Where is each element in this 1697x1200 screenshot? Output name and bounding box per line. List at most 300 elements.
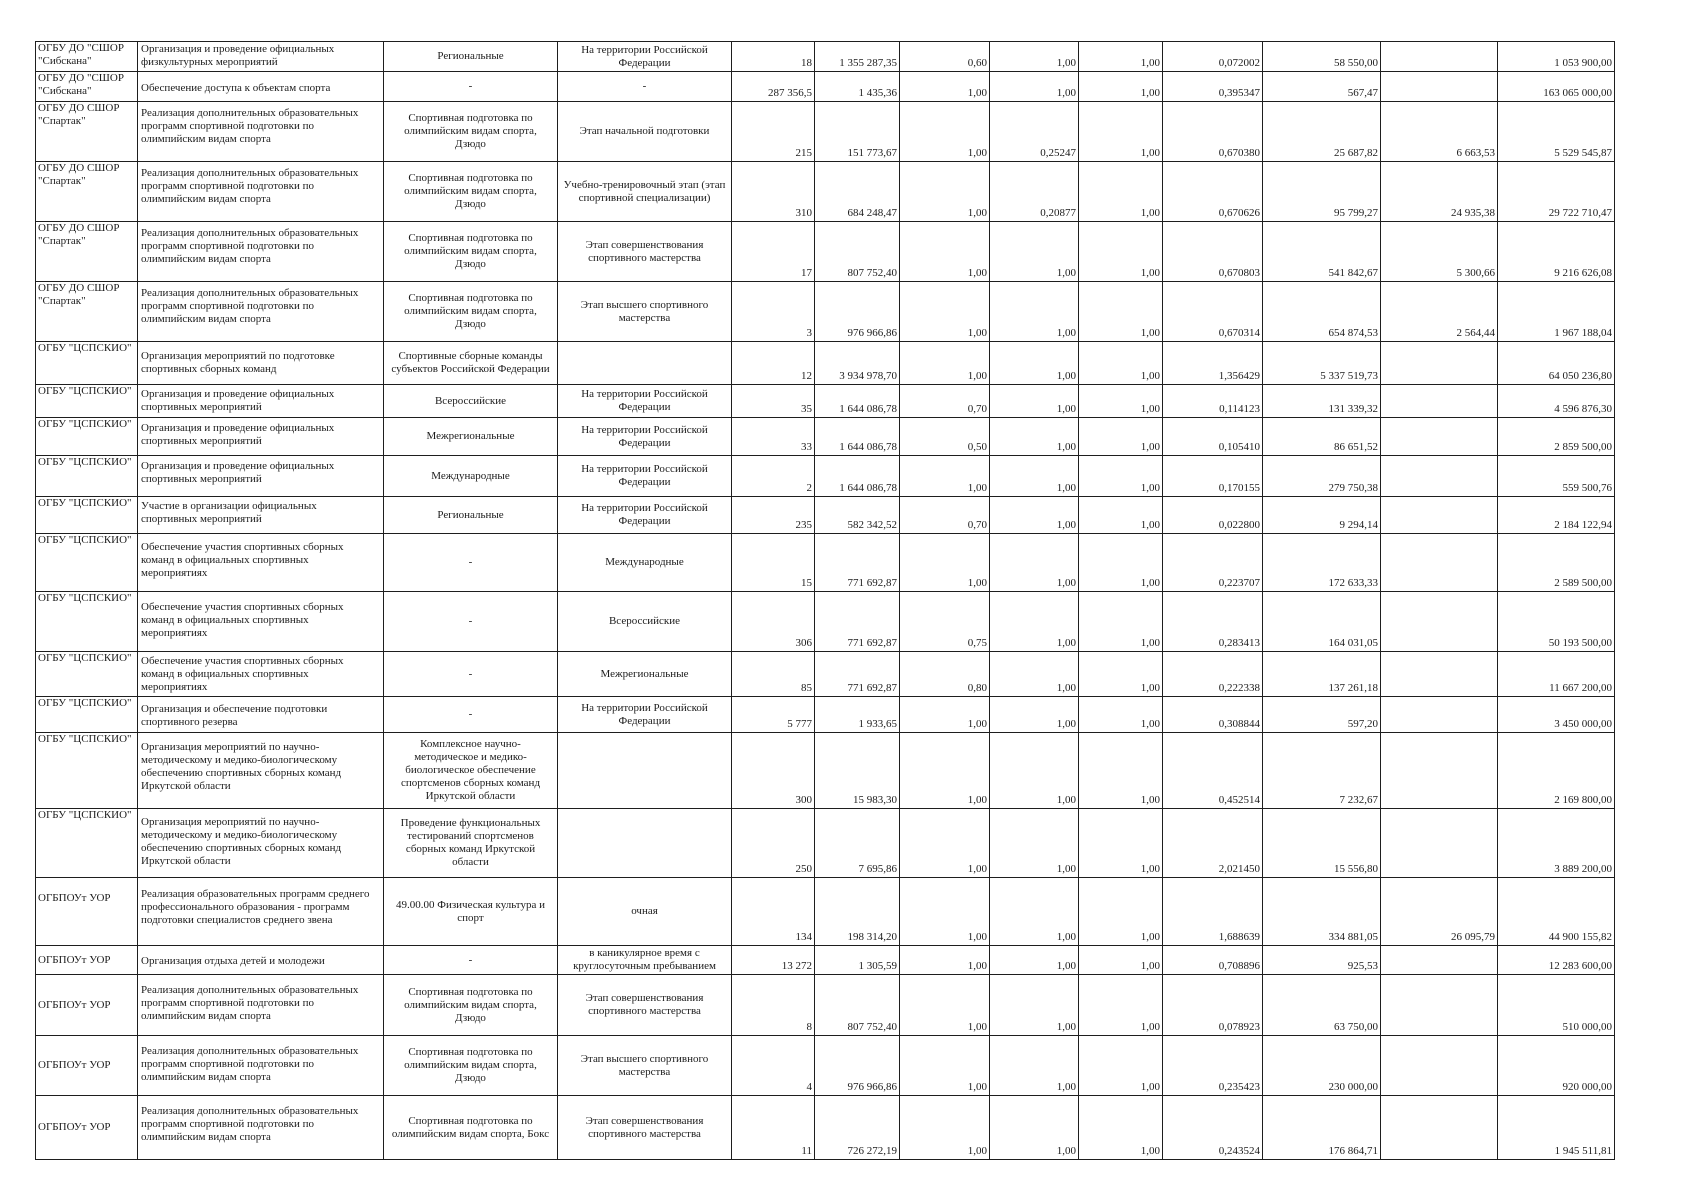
cell-unit-cost: 771 692,87: [815, 592, 900, 652]
cell-unit-cost: 1 305,59: [815, 946, 900, 975]
cell-condition: -: [558, 72, 732, 102]
cell-coefficient-4: 0,170155: [1163, 456, 1263, 497]
table-row: [36, 497, 1615, 534]
cell-amount: 58 550,00: [1263, 42, 1381, 72]
cell-service: Реализация образовательных программ среднего профессионального образования - программ подготовки специалистов среднего звена: [138, 878, 384, 946]
cell-unit-cost: 7 695,86: [815, 809, 900, 878]
cell-extra-amount: 6 663,53: [1381, 102, 1498, 162]
cell-coefficient-2: 1,00: [990, 809, 1079, 878]
cell-category: Спортивные сборные команды субъектов Российской Федерации: [384, 342, 558, 385]
cell-coefficient-2: 1,00: [990, 697, 1079, 733]
table-row: [36, 592, 1615, 652]
cell-extra-amount: [1381, 1096, 1498, 1160]
cell-coefficient-1: 1,00: [900, 975, 990, 1036]
cell-service: Организация и проведение официальных спортивных мероприятий: [138, 385, 384, 418]
cell-coefficient-2: 0,20877: [990, 162, 1079, 222]
cell-count: 12: [732, 342, 815, 385]
cell-coefficient-1: 0,70: [900, 497, 990, 534]
cell-total: 44 900 155,82: [1498, 878, 1615, 946]
cell-condition: очная: [558, 878, 732, 946]
cell-organization: ОГБУ "ЦСПСКИО": [36, 418, 138, 456]
cell-coefficient-2: 1,00: [990, 652, 1079, 697]
cell-unit-cost: 807 752,40: [815, 975, 900, 1036]
cell-organization: ОГБУ ДО "СШОР "Сибскана": [36, 42, 138, 72]
cell-total: 50 193 500,00: [1498, 592, 1615, 652]
cell-unit-cost: 582 342,52: [815, 497, 900, 534]
cell-condition: [558, 342, 732, 385]
cell-coefficient-3: 1,00: [1079, 592, 1163, 652]
cell-condition: На территории Российской Федерации: [558, 418, 732, 456]
cell-total: 2 859 500,00: [1498, 418, 1615, 456]
cell-amount: 541 842,67: [1263, 222, 1381, 282]
cell-category: -: [384, 697, 558, 733]
cell-service: Обеспечение доступа к объектам спорта: [138, 72, 384, 102]
cell-amount: 279 750,38: [1263, 456, 1381, 497]
cell-extra-amount: [1381, 652, 1498, 697]
cell-amount: 172 633,33: [1263, 534, 1381, 592]
cell-coefficient-2: 1,00: [990, 1036, 1079, 1096]
cell-condition: Этап высшего спортивного мастерства: [558, 1036, 732, 1096]
cell-extra-amount: [1381, 946, 1498, 975]
cell-coefficient-2: 1,00: [990, 534, 1079, 592]
cell-count: 215: [732, 102, 815, 162]
cell-unit-cost: 1 644 086,78: [815, 418, 900, 456]
cell-unit-cost: 1 644 086,78: [815, 385, 900, 418]
cell-unit-cost: 1 933,65: [815, 697, 900, 733]
table-row: [36, 534, 1615, 592]
cell-unit-cost: 1 355 287,35: [815, 42, 900, 72]
cell-amount: 9 294,14: [1263, 497, 1381, 534]
cell-extra-amount: [1381, 1036, 1498, 1096]
cell-coefficient-1: 1,00: [900, 456, 990, 497]
cell-coefficient-4: 0,235423: [1163, 1036, 1263, 1096]
cell-extra-amount: [1381, 456, 1498, 497]
cell-extra-amount: [1381, 42, 1498, 72]
cell-amount: 25 687,82: [1263, 102, 1381, 162]
cell-service: Организация и проведение официальных спортивных мероприятий: [138, 456, 384, 497]
cell-category: Международные: [384, 456, 558, 497]
cell-organization: ОГБУ "ЦСПСКИО": [36, 733, 138, 809]
cell-coefficient-1: 1,00: [900, 809, 990, 878]
cell-coefficient-3: 1,00: [1079, 652, 1163, 697]
cell-coefficient-3: 1,00: [1079, 385, 1163, 418]
table-row: [36, 1036, 1615, 1096]
cell-organization: ОГБУ "ЦСПСКИО": [36, 497, 138, 534]
cell-category: -: [384, 534, 558, 592]
cell-service: Участие в организации официальных спортивных мероприятий: [138, 497, 384, 534]
cell-amount: 925,53: [1263, 946, 1381, 975]
cell-amount: 95 799,27: [1263, 162, 1381, 222]
cell-coefficient-3: 1,00: [1079, 534, 1163, 592]
cell-condition: Этап совершенствования спортивного мастерства: [558, 1096, 732, 1160]
cell-coefficient-4: 0,114123: [1163, 385, 1263, 418]
cell-coefficient-2: 1,00: [990, 1096, 1079, 1160]
cell-organization: ОГБУ "ЦСПСКИО": [36, 534, 138, 592]
cell-service: Реализация дополнительных образовательных программ спортивной подготовки по олимпийским видам спорта: [138, 282, 384, 342]
cell-coefficient-1: 0,75: [900, 592, 990, 652]
cell-organization: ОГБУ ДО СШОР "Спартак": [36, 222, 138, 282]
cell-coefficient-3: 1,00: [1079, 497, 1163, 534]
cell-organization: ОГБПОУт УОР: [36, 1096, 138, 1160]
cell-condition: На территории Российской Федерации: [558, 697, 732, 733]
cell-coefficient-1: 1,00: [900, 282, 990, 342]
cell-total: 11 667 200,00: [1498, 652, 1615, 697]
cell-amount: 131 339,32: [1263, 385, 1381, 418]
cell-service: Организация и проведение официальных физкультурных мероприятий: [138, 42, 384, 72]
cell-organization: ОГБУ "ЦСПСКИО": [36, 592, 138, 652]
cell-coefficient-4: 0,105410: [1163, 418, 1263, 456]
cell-unit-cost: 1 435,36: [815, 72, 900, 102]
cell-extra-amount: 24 935,38: [1381, 162, 1498, 222]
cell-coefficient-4: 0,022800: [1163, 497, 1263, 534]
cell-count: 35: [732, 385, 815, 418]
cell-category: Спортивная подготовка по олимпийским видам спорта, Дзюдо: [384, 1036, 558, 1096]
cell-coefficient-1: 0,60: [900, 42, 990, 72]
cell-service: Организация и обеспечение подготовки спортивного резерва: [138, 697, 384, 733]
cell-extra-amount: 5 300,66: [1381, 222, 1498, 282]
cell-service: Реализация дополнительных образовательных программ спортивной подготовки по олимпийским видам спорта: [138, 1096, 384, 1160]
cell-count: 306: [732, 592, 815, 652]
cell-service: Организация мероприятий по научно- методическому и медико-биологическому обеспечению спортивных сборных команд Иркутской области: [138, 809, 384, 878]
cell-coefficient-1: 1,00: [900, 733, 990, 809]
cell-coefficient-3: 1,00: [1079, 697, 1163, 733]
table-row: [36, 946, 1615, 975]
table-row: [36, 975, 1615, 1036]
cell-coefficient-3: 1,00: [1079, 282, 1163, 342]
cell-category: Спортивная подготовка по олимпийским видам спорта, Дзюдо: [384, 162, 558, 222]
cell-coefficient-2: 1,00: [990, 418, 1079, 456]
cell-condition: Учебно-тренировочный этап (этап спортивной специализации): [558, 162, 732, 222]
table-row: [36, 418, 1615, 456]
cell-coefficient-4: 0,452514: [1163, 733, 1263, 809]
cell-coefficient-4: 0,670380: [1163, 102, 1263, 162]
cell-service: Организация отдыха детей и молодежи: [138, 946, 384, 975]
cell-count: 15: [732, 534, 815, 592]
cell-coefficient-4: 0,308844: [1163, 697, 1263, 733]
table-row: [36, 282, 1615, 342]
cell-extra-amount: [1381, 697, 1498, 733]
cell-unit-cost: 151 773,67: [815, 102, 900, 162]
cell-count: 235: [732, 497, 815, 534]
cell-coefficient-4: 0,670314: [1163, 282, 1263, 342]
cell-coefficient-1: 0,50: [900, 418, 990, 456]
cell-organization: ОГБУ ДО "СШОР "Сибскана": [36, 72, 138, 102]
cell-coefficient-1: 1,00: [900, 1036, 990, 1096]
cell-organization: ОГБУ "ЦСПСКИО": [36, 456, 138, 497]
cell-extra-amount: [1381, 809, 1498, 878]
cell-coefficient-2: 1,00: [990, 946, 1079, 975]
cell-count: 250: [732, 809, 815, 878]
cell-unit-cost: 976 966,86: [815, 282, 900, 342]
cell-coefficient-1: 1,00: [900, 342, 990, 385]
cell-category: Проведение функциональных тестирований спортсменов сборных команд Иркутской области: [384, 809, 558, 878]
cell-total: 510 000,00: [1498, 975, 1615, 1036]
cell-coefficient-4: 0,078923: [1163, 975, 1263, 1036]
cell-coefficient-2: 1,00: [990, 72, 1079, 102]
cell-coefficient-3: 1,00: [1079, 102, 1163, 162]
cell-category: Всероссийские: [384, 385, 558, 418]
cell-condition: Этап совершенствования спортивного мастерства: [558, 222, 732, 282]
cell-coefficient-2: 1,00: [990, 975, 1079, 1036]
cell-extra-amount: [1381, 733, 1498, 809]
cell-count: 3: [732, 282, 815, 342]
cell-extra-amount: [1381, 385, 1498, 418]
cell-unit-cost: 771 692,87: [815, 652, 900, 697]
cell-amount: 230 000,00: [1263, 1036, 1381, 1096]
cell-condition: Международные: [558, 534, 732, 592]
cell-coefficient-1: 1,00: [900, 534, 990, 592]
cell-coefficient-4: 2,021450: [1163, 809, 1263, 878]
cell-count: 13 272: [732, 946, 815, 975]
cell-coefficient-3: 1,00: [1079, 456, 1163, 497]
cell-extra-amount: [1381, 592, 1498, 652]
cell-category: Региональные: [384, 497, 558, 534]
table-body: [36, 42, 1615, 1160]
cell-category: -: [384, 652, 558, 697]
cell-organization: ОГБПОУт УОР: [36, 1036, 138, 1096]
table-row: [36, 456, 1615, 497]
cell-extra-amount: [1381, 418, 1498, 456]
cell-category: Межрегиональные: [384, 418, 558, 456]
cell-service: Реализация дополнительных образовательных программ спортивной подготовки по олимпийским видам спорта: [138, 222, 384, 282]
cell-unit-cost: 726 272,19: [815, 1096, 900, 1160]
cell-amount: 164 031,05: [1263, 592, 1381, 652]
cell-coefficient-2: 1,00: [990, 42, 1079, 72]
table-row: [36, 1096, 1615, 1160]
cell-coefficient-3: 1,00: [1079, 162, 1163, 222]
cell-coefficient-4: 0,223707: [1163, 534, 1263, 592]
cell-category: Спортивная подготовка по олимпийским видам спорта, Дзюдо: [384, 975, 558, 1036]
cell-coefficient-2: 1,00: [990, 733, 1079, 809]
cell-total: 4 596 876,30: [1498, 385, 1615, 418]
cell-coefficient-3: 1,00: [1079, 1036, 1163, 1096]
cell-total: 2 589 500,00: [1498, 534, 1615, 592]
cell-coefficient-4: 1,356429: [1163, 342, 1263, 385]
cell-organization: ОГБПОУт УОР: [36, 878, 138, 946]
cell-coefficient-2: 1,00: [990, 456, 1079, 497]
cell-unit-cost: 684 248,47: [815, 162, 900, 222]
table-row: [36, 72, 1615, 102]
cell-count: 18: [732, 42, 815, 72]
cell-condition: [558, 809, 732, 878]
cell-total: 64 050 236,80: [1498, 342, 1615, 385]
cell-coefficient-4: 0,243524: [1163, 1096, 1263, 1160]
cell-coefficient-4: 0,072002: [1163, 42, 1263, 72]
table-row: [36, 652, 1615, 697]
cell-coefficient-4: 0,670803: [1163, 222, 1263, 282]
cell-count: 5 777: [732, 697, 815, 733]
cell-count: 4: [732, 1036, 815, 1096]
cell-total: 3 889 200,00: [1498, 809, 1615, 878]
cell-condition: На территории Российской Федерации: [558, 385, 732, 418]
cell-condition: На территории Российской Федерации: [558, 497, 732, 534]
cell-coefficient-2: 1,00: [990, 222, 1079, 282]
cell-organization: ОГБУ "ЦСПСКИО": [36, 809, 138, 878]
table-row: [36, 733, 1615, 809]
table-row: [36, 809, 1615, 878]
cell-coefficient-4: 0,708896: [1163, 946, 1263, 975]
cell-coefficient-4: 0,670626: [1163, 162, 1263, 222]
cell-extra-amount: 26 095,79: [1381, 878, 1498, 946]
table-row: [36, 102, 1615, 162]
cell-condition: На территории Российской Федерации: [558, 456, 732, 497]
cell-extra-amount: [1381, 72, 1498, 102]
cell-coefficient-1: 1,00: [900, 102, 990, 162]
cell-category: Региональные: [384, 42, 558, 72]
cell-total: 12 283 600,00: [1498, 946, 1615, 975]
cell-category: Спортивная подготовка по олимпийским видам спорта, Дзюдо: [384, 222, 558, 282]
cell-category: Спортивная подготовка по олимпийским видам спорта, Бокс: [384, 1096, 558, 1160]
cell-coefficient-1: 0,70: [900, 385, 990, 418]
cell-coefficient-4: 0,283413: [1163, 592, 1263, 652]
cell-service: Реализация дополнительных образовательных программ спортивной подготовки по олимпийским видам спорта: [138, 162, 384, 222]
cell-coefficient-3: 1,00: [1079, 733, 1163, 809]
cell-coefficient-1: 1,00: [900, 878, 990, 946]
cell-unit-cost: 3 934 978,70: [815, 342, 900, 385]
cell-service: Организация мероприятий по научно- методическому и медико-биологическому обеспечению спортивных сборных команд Иркутской области: [138, 733, 384, 809]
cell-condition: Всероссийские: [558, 592, 732, 652]
cell-organization: ОГБУ ДО СШОР "Спартак": [36, 162, 138, 222]
cell-category: Спортивная подготовка по олимпийским видам спорта, Дзюдо: [384, 102, 558, 162]
cell-organization: ОГБУ "ЦСПСКИО": [36, 652, 138, 697]
cell-organization: ОГБПОУт УОР: [36, 946, 138, 975]
cell-count: 287 356,5: [732, 72, 815, 102]
cell-organization: ОГБУ ДО СШОР "Спартак": [36, 282, 138, 342]
cell-total: 5 529 545,87: [1498, 102, 1615, 162]
table-row: [36, 385, 1615, 418]
cell-amount: 15 556,80: [1263, 809, 1381, 878]
cell-coefficient-2: 1,00: [990, 592, 1079, 652]
cell-extra-amount: 2 564,44: [1381, 282, 1498, 342]
cell-total: 1 945 511,81: [1498, 1096, 1615, 1160]
cell-category: -: [384, 592, 558, 652]
cell-condition: Этап совершенствования спортивного мастерства: [558, 975, 732, 1036]
cell-amount: 176 864,71: [1263, 1096, 1381, 1160]
cell-coefficient-2: 1,00: [990, 342, 1079, 385]
cell-organization: ОГБУ "ЦСПСКИО": [36, 342, 138, 385]
cell-service: Организация мероприятий по подготовке спортивных сборных команд: [138, 342, 384, 385]
cell-amount: 63 750,00: [1263, 975, 1381, 1036]
cell-total: 2 184 122,94: [1498, 497, 1615, 534]
cell-extra-amount: [1381, 975, 1498, 1036]
cell-coefficient-3: 1,00: [1079, 878, 1163, 946]
cell-amount: 86 651,52: [1263, 418, 1381, 456]
cell-unit-cost: 976 966,86: [815, 1036, 900, 1096]
cell-service: Обеспечение участия спортивных сборных команд в официальных спортивных мероприятиях: [138, 534, 384, 592]
cell-coefficient-1: 1,00: [900, 946, 990, 975]
cell-condition: На территории Российской Федерации: [558, 42, 732, 72]
table-row: [36, 342, 1615, 385]
cell-amount: 137 261,18: [1263, 652, 1381, 697]
cell-coefficient-2: 1,00: [990, 497, 1079, 534]
cell-amount: 5 337 519,73: [1263, 342, 1381, 385]
cell-count: 2: [732, 456, 815, 497]
cell-count: 11: [732, 1096, 815, 1160]
table-row: [36, 697, 1615, 733]
cell-count: 300: [732, 733, 815, 809]
cell-total: 29 722 710,47: [1498, 162, 1615, 222]
cell-amount: 567,47: [1263, 72, 1381, 102]
cell-coefficient-1: 1,00: [900, 697, 990, 733]
cell-coefficient-1: 1,00: [900, 1096, 990, 1160]
cell-coefficient-1: 1,00: [900, 222, 990, 282]
table-row: [36, 162, 1615, 222]
cell-service: Реализация дополнительных образовательных программ спортивной подготовки по олимпийским видам спорта: [138, 1036, 384, 1096]
cell-total: 3 450 000,00: [1498, 697, 1615, 733]
cell-unit-cost: 807 752,40: [815, 222, 900, 282]
cell-organization: ОГБУ "ЦСПСКИО": [36, 697, 138, 733]
cell-organization: ОГБУ "ЦСПСКИО": [36, 385, 138, 418]
cell-total: 559 500,76: [1498, 456, 1615, 497]
cell-condition: [558, 733, 732, 809]
cell-count: 8: [732, 975, 815, 1036]
cell-coefficient-3: 1,00: [1079, 975, 1163, 1036]
table-row: [36, 878, 1615, 946]
document-table: [35, 41, 1615, 1160]
cell-condition: Этап начальной подготовки: [558, 102, 732, 162]
cell-category: 49.00.00 Физическая культура и спорт: [384, 878, 558, 946]
cell-coefficient-1: 1,00: [900, 162, 990, 222]
cell-coefficient-1: 1,00: [900, 72, 990, 102]
cell-coefficient-3: 1,00: [1079, 418, 1163, 456]
cell-total: 1 053 900,00: [1498, 42, 1615, 72]
cell-amount: 7 232,67: [1263, 733, 1381, 809]
cell-extra-amount: [1381, 497, 1498, 534]
cell-category: Комплексное научно- методическое и медико- биологическое обеспечение спортсменов сборных команд Иркутской области: [384, 733, 558, 809]
cell-coefficient-4: 0,222338: [1163, 652, 1263, 697]
cell-category: -: [384, 946, 558, 975]
cell-coefficient-4: 0,395347: [1163, 72, 1263, 102]
cell-count: 310: [732, 162, 815, 222]
cell-extra-amount: [1381, 342, 1498, 385]
cell-total: 163 065 000,00: [1498, 72, 1615, 102]
cell-coefficient-3: 1,00: [1079, 342, 1163, 385]
cell-category: -: [384, 72, 558, 102]
cell-coefficient-3: 1,00: [1079, 946, 1163, 975]
cell-count: 85: [732, 652, 815, 697]
cell-coefficient-2: 1,00: [990, 282, 1079, 342]
cell-coefficient-3: 1,00: [1079, 809, 1163, 878]
cell-condition: в каникулярное время с круглосуточным пребыванием: [558, 946, 732, 975]
cell-count: 33: [732, 418, 815, 456]
cell-unit-cost: 198 314,20: [815, 878, 900, 946]
cell-total: 2 169 800,00: [1498, 733, 1615, 809]
cell-service: Обеспечение участия спортивных сборных команд в официальных спортивных мероприятиях: [138, 592, 384, 652]
cell-count: 17: [732, 222, 815, 282]
table-row: [36, 42, 1615, 72]
table-row: [36, 222, 1615, 282]
cell-unit-cost: 771 692,87: [815, 534, 900, 592]
cell-coefficient-1: 0,80: [900, 652, 990, 697]
cell-unit-cost: 15 983,30: [815, 733, 900, 809]
cell-category: Спортивная подготовка по олимпийским видам спорта, Дзюдо: [384, 282, 558, 342]
cell-condition: Этап высшего спортивного мастерства: [558, 282, 732, 342]
cell-extra-amount: [1381, 534, 1498, 592]
cell-condition: Межрегиональные: [558, 652, 732, 697]
cell-service: Организация и проведение официальных спортивных мероприятий: [138, 418, 384, 456]
cell-coefficient-3: 1,00: [1079, 222, 1163, 282]
cell-organization: ОГБУ ДО СШОР "Спартак": [36, 102, 138, 162]
cell-organization: ОГБПОУт УОР: [36, 975, 138, 1036]
cell-coefficient-3: 1,00: [1079, 1096, 1163, 1160]
cell-coefficient-2: 1,00: [990, 878, 1079, 946]
cell-total: 9 216 626,08: [1498, 222, 1615, 282]
cell-amount: 654 874,53: [1263, 282, 1381, 342]
cell-total: 1 967 188,04: [1498, 282, 1615, 342]
cell-service: Обеспечение участия спортивных сборных команд в официальных спортивных мероприятиях: [138, 652, 384, 697]
cell-coefficient-2: 0,25247: [990, 102, 1079, 162]
cell-count: 134: [732, 878, 815, 946]
